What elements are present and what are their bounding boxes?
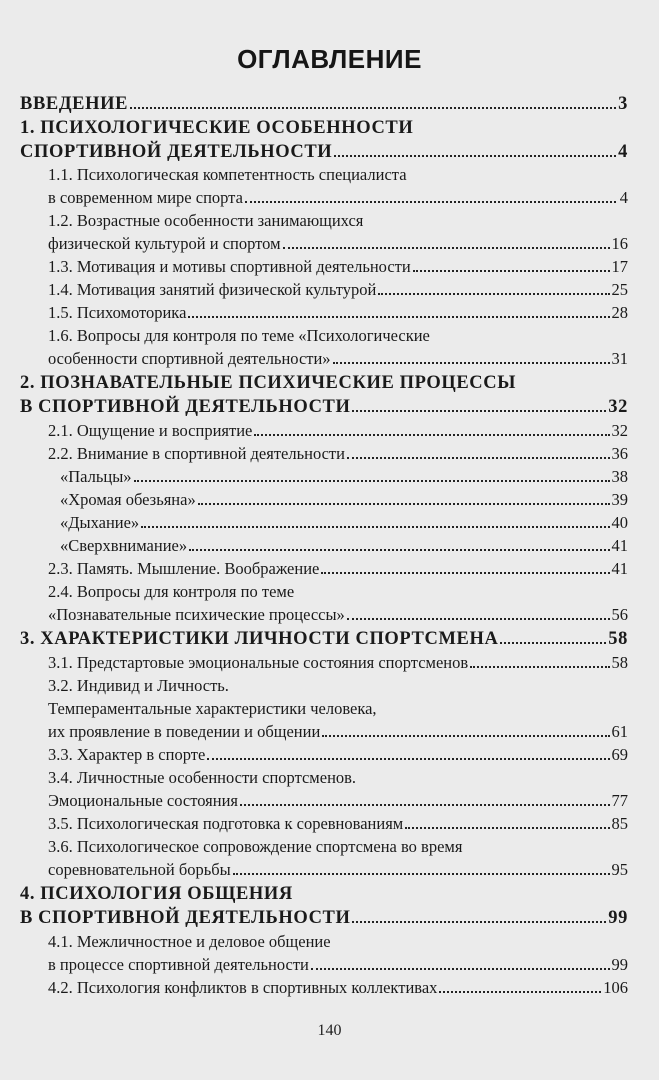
toc-entry: «Дыхание» 40 [60,513,628,532]
page-number: 140 [317,1022,342,1039]
toc-entry: 1.5. Психомоторика 28 [48,303,628,322]
toc-entry: 2.3. Память. Мышление. Воображение 41 [48,559,628,578]
toc-entry: 3.4. Личностные особенности спортсменов. [48,768,357,787]
toc-entry: В СПОРТИВНОЙ ДЕЯТЕЛЬНОСТИ 99 [20,908,628,928]
toc-entry: 3.2. Индивид и Личность. [48,676,229,695]
toc-entry: 4.1. Межличностное и деловое общение [48,932,331,951]
toc-entry: «Пальцы» 38 [60,467,628,486]
toc-entry: Эмоциональные состояния 77 [48,791,628,810]
toc-entry: 3.3. Характер в спорте 69 [48,745,628,764]
toc-entry: ВВЕДЕНИЕ 3 [20,94,628,114]
toc-entry: особенности спортивной деятельности» 31 [48,349,628,368]
toc-entry: 1. ПСИХОЛОГИЧЕСКИЕ ОСОБЕННОСТИ [20,118,414,138]
toc-entry: 4. ПСИХОЛОГИЯ ОБЩЕНИЯ [20,884,293,904]
toc-entry: в современном мире спорта 4 [48,188,628,207]
toc-entry: 1.1. Психологическая компетентность специалиста [48,165,407,184]
toc-entry: 3.6. Психологическое сопровождение спортсмена во время [48,837,463,856]
toc-entry: 2.1. Ощущение и восприятие 32 [48,421,628,440]
page-title: ОГЛАВЛЕНИЕ [237,44,422,74]
toc-entry: 1.4. Мотивация занятий физической культурой 25 [48,280,628,299]
toc-entry: «Сверхвнимание» 41 [60,536,628,555]
toc-entry: физической культурой и спортом 16 [48,234,628,253]
toc-entry: В СПОРТИВНОЙ ДЕЯТЕЛЬНОСТИ 32 [20,397,628,417]
toc-entry: 3. ХАРАКТЕРИСТИКИ ЛИЧНОСТИ СПОРТСМЕНА 58 [20,629,628,649]
toc-entry: 3.5. Психологическая подготовка к соревнованиям 85 [48,814,628,833]
toc-entry: 2.2. Внимание в спортивной деятельности 36 [48,444,628,463]
toc-entry: 1.6. Вопросы для контроля по теме «Психологические [48,326,430,345]
toc-entry: 2.4. Вопросы для контроля по теме [48,582,295,601]
toc-entry: СПОРТИВНОЙ ДЕЯТЕЛЬНОСТИ 4 [20,142,628,162]
toc-entry: «Познавательные психические процессы» 56 [48,605,628,624]
toc-entry: 3.1. Предстартовые эмоциональные состояния спортсменов 58 [48,653,628,672]
toc-entry: соревновательной борьбы 95 [48,860,628,879]
toc-entry: Темпераментальные характеристики человека, [48,699,377,718]
toc-entry: в процессе спортивной деятельности 99 [48,955,628,974]
toc-entry: 4.2. Психология конфликтов в спортивных коллективах 106 [48,978,628,997]
toc-entry: 2. ПОЗНАВАТЕЛЬНЫЕ ПСИХИЧЕСКИЕ ПРОЦЕССЫ [20,373,516,393]
toc-entry: «Хромая обезьяна» 39 [60,490,628,509]
toc-entry: их проявление в поведении и общении 61 [48,722,628,741]
toc-entry: 1.3. Мотивация и мотивы спортивной деятельности 17 [48,257,628,276]
toc-entry: 1.2. Возрастные особенности занимающихся [48,211,364,230]
